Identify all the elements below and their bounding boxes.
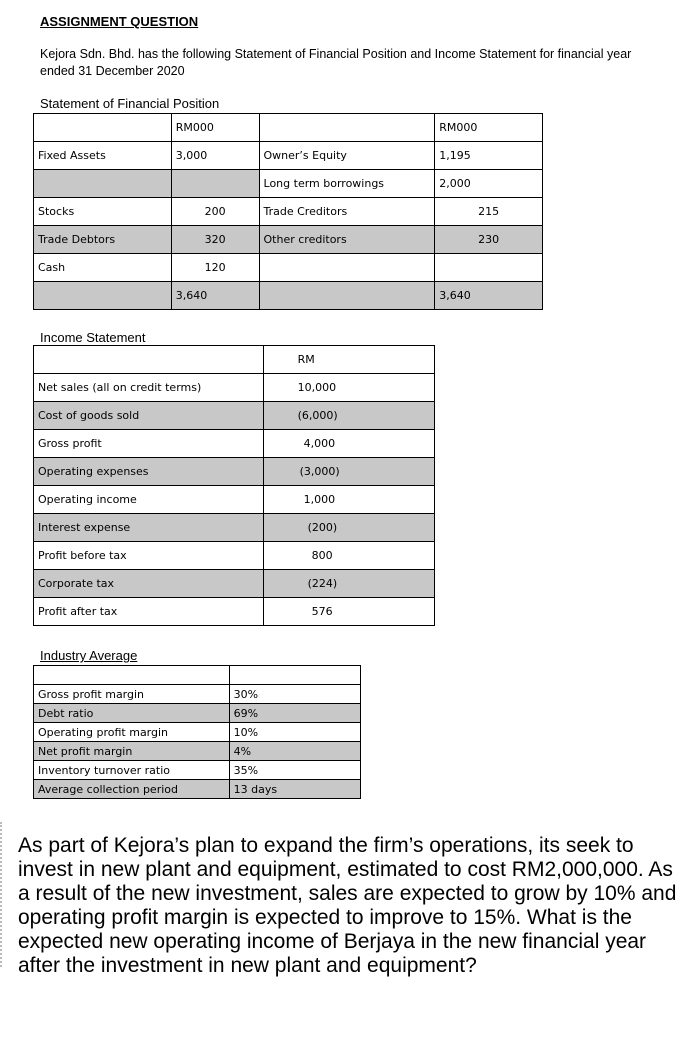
industry-label: Net profit margin bbox=[34, 742, 230, 761]
income-label: Profit before tax bbox=[34, 542, 264, 570]
industry-label: Inventory turnover ratio bbox=[34, 761, 230, 780]
sofp-cell: Long term borrowings bbox=[259, 170, 435, 198]
table-row bbox=[34, 282, 543, 310]
income-value: (3,000) bbox=[263, 458, 434, 486]
table-row bbox=[34, 486, 435, 514]
income-label: Interest expense bbox=[34, 514, 264, 542]
table-row bbox=[34, 170, 543, 198]
table-row bbox=[34, 666, 361, 685]
sofp-cell: Other creditors bbox=[259, 226, 435, 254]
table-row bbox=[34, 685, 361, 704]
income-label: Gross profit bbox=[34, 430, 264, 458]
sofp-left-header: RM000 bbox=[171, 114, 259, 142]
industry-value: 30% bbox=[229, 685, 360, 704]
income-label: Net sales (all on credit terms) bbox=[34, 374, 264, 402]
table-row bbox=[34, 374, 435, 402]
sofp-cell bbox=[34, 170, 172, 198]
industry-value: 13 days bbox=[229, 780, 360, 799]
sofp-cell bbox=[259, 282, 435, 310]
table-row bbox=[34, 226, 543, 254]
table-row bbox=[34, 598, 435, 626]
income-col-header: RM bbox=[263, 346, 434, 374]
table-row bbox=[34, 514, 435, 542]
sofp-total-left: 3,640 bbox=[171, 282, 259, 310]
table-row bbox=[34, 570, 435, 598]
industry-label: Average collection period bbox=[34, 780, 230, 799]
sofp-cell: 230 bbox=[435, 226, 543, 254]
income-label: Operating income bbox=[34, 486, 264, 514]
industry-label: Operating profit margin bbox=[34, 723, 230, 742]
table-row bbox=[34, 198, 543, 226]
table-row bbox=[34, 402, 435, 430]
table-row bbox=[34, 761, 361, 780]
sofp-cell: 200 bbox=[171, 198, 259, 226]
sofp-cell: 120 bbox=[171, 254, 259, 282]
sofp-cell: 2,000 bbox=[435, 170, 543, 198]
industry-label: Debt ratio bbox=[34, 704, 230, 723]
table-row bbox=[34, 742, 361, 761]
income-value: (224) bbox=[263, 570, 434, 598]
industry-label: Gross profit margin bbox=[34, 685, 230, 704]
sofp-cell: 320 bbox=[171, 226, 259, 254]
table-row bbox=[34, 114, 543, 142]
sofp-cell: Trade Creditors bbox=[259, 198, 435, 226]
income-label: Corporate tax bbox=[34, 570, 264, 598]
sofp-cell: 3,000 bbox=[171, 142, 259, 170]
income-label: Cost of goods sold bbox=[34, 402, 264, 430]
table-row bbox=[34, 723, 361, 742]
table-row bbox=[34, 542, 435, 570]
sofp-cell bbox=[435, 254, 543, 282]
table-row bbox=[34, 458, 435, 486]
sofp-cell: 215 bbox=[435, 198, 543, 226]
income-label: Profit after tax bbox=[34, 598, 264, 626]
income-value: 4,000 bbox=[263, 430, 434, 458]
income-value: (6,000) bbox=[263, 402, 434, 430]
income-value: (200) bbox=[263, 514, 434, 542]
table-row bbox=[34, 704, 361, 723]
sofp-cell bbox=[171, 170, 259, 198]
sofp-cell: Trade Debtors bbox=[34, 226, 172, 254]
table-row bbox=[34, 254, 543, 282]
sofp-cell: Stocks bbox=[34, 198, 172, 226]
income-value: 800 bbox=[263, 542, 434, 570]
industry-value: 35% bbox=[229, 761, 360, 780]
industry-title: Industry Average bbox=[40, 648, 138, 663]
sofp-right-header: RM000 bbox=[435, 114, 543, 142]
industry-value: 10% bbox=[229, 723, 360, 742]
table-row bbox=[34, 430, 435, 458]
intro-text: Kejora Sdn. Bhd. has the following Statement of Financial Position and Income Statement for financial year ended 31 December 2020 bbox=[40, 47, 632, 78]
sofp-cell: 1,195 bbox=[435, 142, 543, 170]
sofp-total-right: 3,640 bbox=[435, 282, 543, 310]
industry-table bbox=[33, 665, 361, 799]
income-title: Income Statement bbox=[40, 330, 146, 345]
industry-value: 4% bbox=[229, 742, 360, 761]
sofp-title: Statement of Financial Position bbox=[40, 96, 220, 111]
income-value: 576 bbox=[263, 598, 434, 626]
table-row bbox=[34, 142, 543, 170]
sofp-table bbox=[33, 113, 543, 310]
sofp-cell bbox=[34, 282, 172, 310]
table-row bbox=[34, 346, 435, 374]
sofp-cell: Cash bbox=[34, 254, 172, 282]
margin-marks bbox=[0, 822, 6, 967]
income-value: 1,000 bbox=[263, 486, 434, 514]
income-table bbox=[33, 345, 435, 626]
industry-value: 69% bbox=[229, 704, 360, 723]
table-row bbox=[34, 780, 361, 799]
sofp-cell: Owner’s Equity bbox=[259, 142, 435, 170]
sofp-cell bbox=[259, 254, 435, 282]
income-label: Operating expenses bbox=[34, 458, 264, 486]
income-value: 10,000 bbox=[263, 374, 434, 402]
sofp-cell: Fixed Assets bbox=[34, 142, 172, 170]
assignment-heading: ASSIGNMENT QUESTION bbox=[40, 14, 199, 29]
question-text: As part of Kejora’s plan to expand the firm’s operations, its seek to invest in new plant and equipment, estimated to cost RM2,000,000. As a result of the new investment, sales are expected to grow by 10% and operating profit margin is expected to improve to 15%. What is the expected new operating income of Berjaya in the new financial year after the investment in new plant and equipment? bbox=[18, 834, 677, 977]
